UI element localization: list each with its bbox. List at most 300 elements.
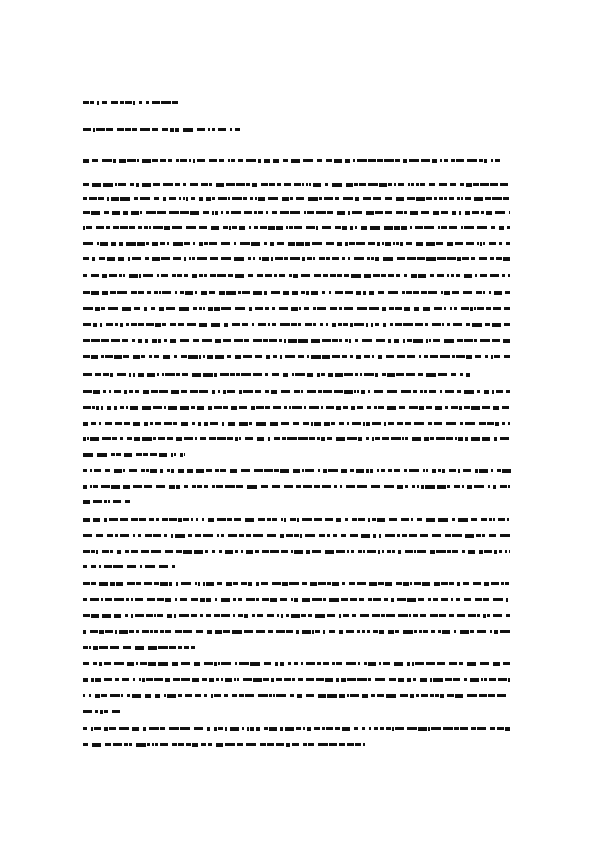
glyph-block [433,211,439,215]
glyph-block [90,469,92,472]
glyph-block [152,339,157,343]
glyph-block [258,197,265,201]
glyph-block [449,226,457,229]
glyph-block [264,727,268,730]
glyph-block [306,678,314,681]
glyph-block [195,437,197,440]
glyph-block [344,274,349,277]
glyph-block [359,183,366,186]
glyph-block [179,197,181,200]
glyph-block [407,727,417,730]
glyph-block [97,101,99,105]
glyph-block [112,437,117,440]
glyph-block [363,743,365,746]
glyph-block [410,226,412,229]
glyph-block [389,307,394,310]
glyph-block [119,159,126,163]
glyph-block [226,211,229,214]
glyph-block [463,582,469,585]
glyph-block [237,743,243,746]
glyph-block [273,355,277,358]
glyph-block [507,226,510,229]
glyph-block [460,727,468,730]
glyph-block [439,614,446,617]
glyph-block [280,662,284,666]
glyph-block [110,550,113,553]
glyph-block [153,406,162,409]
glyph-block [276,678,282,681]
glyph-block [290,518,296,521]
glyph-block [209,159,217,162]
glyph-block [461,226,463,229]
glyph-block [472,323,482,327]
glyph-block [183,630,192,633]
glyph-block [165,678,170,682]
glyph-block [164,534,167,537]
glyph-block [154,630,158,633]
glyph-block [317,159,322,162]
glyph-block [83,453,93,457]
glyph-block [114,598,124,601]
glyph-block [311,422,313,426]
glyph-block [292,743,299,746]
glyph-block [129,469,137,472]
glyph-block [320,323,323,326]
glyph-block [184,242,190,245]
glyph-block [83,678,88,682]
glyph-block [172,743,177,746]
glyph-block [343,406,348,409]
glyph-block [471,257,475,260]
glyph-block [298,355,304,358]
glyph-block [312,630,314,634]
glyph-block [288,339,297,343]
glyph-block [402,437,404,440]
glyph-block [181,582,191,585]
glyph-block [485,355,488,358]
glyph-block [384,598,388,601]
glyph-block [326,727,333,730]
glyph-block [297,694,302,698]
glyph-block [397,257,405,260]
glyph-block [502,469,511,473]
glyph-block [196,469,204,473]
glyph-block [326,257,330,260]
glyph-block [377,694,384,697]
glyph-block [176,582,178,586]
glyph-block [410,582,412,585]
glyph-block [485,323,490,326]
glyph-block [102,101,107,104]
glyph-block [281,390,290,393]
glyph-block [395,159,400,162]
glyph-block [175,128,179,132]
glyph-block [83,469,87,472]
glyph-block [375,373,378,377]
glyph-block [493,598,503,601]
glyph-block [421,159,430,162]
glyph-block [216,743,223,747]
glyph-block [368,242,375,245]
glyph-block [379,662,381,665]
glyph-block [239,662,249,665]
glyph-block [202,678,207,681]
glyph-block [183,128,193,132]
glyph-block [83,211,90,214]
glyph-block [449,582,454,585]
glyph-block [368,518,370,522]
glyph-block [431,727,441,730]
glyph-block [247,485,257,489]
glyph-block [149,518,154,521]
glyph-block [381,614,385,617]
glyph-block [396,211,403,214]
glyph-block [500,183,508,186]
glyph-block [183,550,192,554]
glyph-block [371,694,375,697]
glyph-block [429,390,436,393]
glyph-block [126,242,136,246]
glyph-block [299,307,301,310]
glyph-block [270,242,274,246]
glyph-block [177,274,182,277]
glyph-block [145,565,155,568]
glyph-block [149,226,151,229]
glyph-block [426,242,435,246]
glyph-block [496,257,502,260]
glyph-block [362,339,372,342]
glyph-block [435,406,442,410]
glyph-block [152,128,158,131]
glyph-block [307,211,314,214]
glyph-block [234,339,243,342]
glyph-block [267,743,274,746]
glyph-block [505,582,509,585]
glyph-block [309,406,319,409]
glyph-block [116,582,123,586]
glyph-block [94,727,101,730]
glyph-block [95,694,100,698]
glyph-block [241,582,247,585]
glyph-block [286,226,288,229]
glyph-block [499,550,502,553]
glyph-block [305,469,314,472]
glyph-block [475,274,477,277]
glyph-block [174,614,176,618]
glyph-block [145,257,149,260]
glyph-block [404,307,410,311]
glyph-block [174,355,177,358]
glyph-block [140,565,142,568]
glyph-block [83,422,88,426]
glyph-block [492,197,502,200]
glyph-block [292,406,302,409]
glyph-block [158,662,168,666]
glyph-block [339,614,341,618]
glyph-block [246,598,255,601]
glyph-block [354,323,364,326]
glyph-block [298,323,301,326]
glyph-block [412,437,421,441]
glyph-block [200,598,205,602]
glyph-block [194,550,203,554]
glyph-block [369,727,371,730]
glyph-block [354,257,364,260]
glyph-block [296,197,304,200]
glyph-block [152,242,158,246]
glyph-block [171,534,173,538]
glyph-block [287,437,297,440]
glyph-block [466,355,472,359]
glyph-block [452,355,455,358]
glyph-block [220,373,229,376]
glyph-block [91,274,99,277]
glyph-block [492,339,500,342]
glyph-block [421,694,428,697]
glyph-block [144,422,148,426]
glyph-block [165,550,173,553]
glyph-block [479,469,488,473]
glyph-block [417,550,426,553]
glyph-block [475,598,482,601]
glyph-block [339,307,342,310]
glyph-block [347,550,349,553]
glyph-block [306,291,309,295]
glyph-block [129,226,135,229]
glyph-block [419,355,421,358]
glyph-block [184,646,189,649]
glyph-block [146,323,154,326]
glyph-block [471,437,480,441]
glyph-block [411,274,417,278]
glyph-block [224,694,228,697]
glyph-block [444,197,447,200]
glyph-block [114,662,124,665]
glyph-block [264,291,267,295]
glyph-block [221,534,224,537]
glyph-block [117,291,127,294]
glyph-block [138,323,144,326]
glyph-block [270,598,277,602]
glyph-block [325,550,334,554]
glyph-block [406,291,412,294]
glyph-block [336,550,345,553]
glyph-block [119,630,128,634]
glyph-block [378,291,384,294]
glyph-block [234,242,236,245]
glyph-block [198,582,200,586]
glyph-block [491,159,493,162]
glyph-block [216,678,219,681]
glyph-block [467,694,477,697]
glyph-block [372,614,380,617]
glyph-block [476,291,482,294]
glyph-block [298,437,308,440]
glyph-block [347,678,356,681]
glyph-block [381,469,385,472]
glyph-block [328,469,338,472]
glyph-block [104,710,108,713]
glyph-block [438,226,440,229]
glyph-block [382,550,384,553]
glyph-block [291,598,293,601]
glyph-block [352,211,362,214]
glyph-block [386,355,394,358]
glyph-block [302,518,312,521]
glyph-block [306,183,308,186]
glyph-block [452,211,456,215]
glyph-block [292,291,298,295]
glyph-block [111,485,120,489]
glyph-block [489,242,496,245]
glyph-block [298,339,308,343]
glyph-block [145,694,151,698]
glyph-block [357,485,367,488]
glyph-block [399,406,405,409]
glyph-block [407,598,416,602]
glyph-block [286,614,289,617]
glyph-block [113,159,116,163]
glyph-block [167,242,169,245]
glyph-block [123,274,125,277]
glyph-block [482,406,490,409]
glyph-block [318,582,326,585]
glyph-block [126,323,129,326]
glyph-block [441,582,448,585]
glyph-block [129,274,138,278]
glyph-block [423,630,428,633]
glyph-block [125,500,130,503]
glyph-block [133,678,135,681]
glyph-block [302,630,311,634]
glyph-block [114,614,121,618]
glyph-block [203,582,205,586]
glyph-block [420,534,428,537]
glyph-block [131,211,139,215]
glyph-block [323,390,332,393]
glyph-block [317,373,320,377]
glyph-block [243,678,252,681]
glyph-block [444,307,446,310]
glyph-block [282,197,289,201]
glyph-block [99,565,101,568]
glyph-block [239,694,244,697]
glyph-block [91,582,96,585]
glyph-block [154,678,163,681]
glyph-block [385,242,391,246]
glyph-block [120,226,128,229]
glyph-block [248,257,251,260]
glyph-block [487,614,490,617]
glyph-block [343,197,353,200]
glyph-block [196,630,203,633]
glyph-block [356,355,361,359]
glyph-block [349,582,355,585]
glyph-block [115,630,117,634]
glyph-block [357,630,360,633]
glyph-block [354,390,356,393]
glyph-block [97,453,107,457]
glyph-block [413,390,417,393]
glyph-block [239,390,242,394]
glyph-block [249,307,252,311]
glyph-block [325,518,333,521]
glyph-block [212,128,215,131]
glyph-block [433,339,440,342]
glyph-block [484,582,489,586]
glyph-block [372,437,374,441]
glyph-block [204,422,208,426]
glyph-block [102,159,112,162]
glyph-block [209,678,214,682]
glyph-block [495,422,499,426]
glyph-block [479,159,483,162]
glyph-block [341,469,347,473]
glyph-block [314,485,320,488]
glyph-block [109,274,117,277]
glyph-block [83,437,86,441]
glyph-block [434,307,442,310]
glyph-block [268,630,273,633]
glyph-block [280,355,282,359]
glyph-block [455,437,457,440]
glyph-block [362,694,368,698]
glyph-block [128,257,130,261]
glyph-block [305,242,310,246]
glyph-block [286,630,293,633]
glyph-block [269,339,277,342]
glyph-block [416,694,419,697]
glyph-block [112,211,120,215]
glyph-block [157,598,164,601]
glyph-block [83,534,92,537]
glyph-block [424,226,434,229]
glyph-block [373,197,381,200]
glyph-block [262,550,269,553]
glyph-block [95,373,101,376]
glyph-block [440,159,442,162]
glyph-block [181,422,188,426]
glyph-block [502,274,505,277]
glyph-block [151,550,161,553]
glyph-block [307,373,313,377]
glyph-block [323,630,325,634]
glyph-block [366,211,374,215]
glyph-block [269,727,277,731]
glyph-block [218,197,227,200]
glyph-block [208,406,212,410]
glyph-block [101,339,109,342]
glyph-block [253,257,255,260]
glyph-block [204,242,208,245]
glyph-block [104,662,111,665]
glyph-block [438,373,447,376]
glyph-block [269,183,275,186]
glyph-block [140,197,150,200]
glyph-block [309,437,315,440]
glyph-block [346,485,355,488]
glyph-block [83,662,89,665]
glyph-block [432,534,441,537]
glyph-block [154,291,158,294]
glyph-block [378,582,384,585]
glyph-block [189,159,191,162]
glyph-block [286,743,290,747]
glyph-block [210,274,216,277]
glyph-block [401,390,411,393]
glyph-block [283,159,288,162]
glyph-block [244,630,253,633]
